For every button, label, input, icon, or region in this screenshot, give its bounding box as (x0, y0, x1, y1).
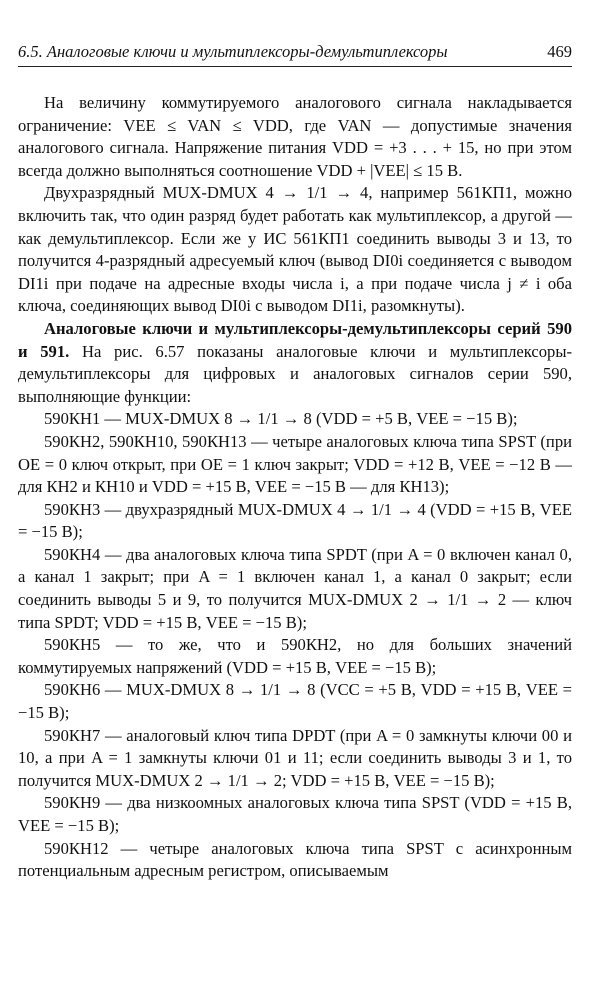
paragraph: 590КН3 — двухразрядный MUX-DMUX 4 → 1/1 → 4 (VDD = +15 В, VEE = −15 В); (18, 499, 572, 542)
paragraph (18, 318, 572, 408)
bold-run-in-heading: Аналоговые ключи и мультиплексоры-демультиплексоры серий 590 и 591. (18, 318, 572, 361)
header-rule (18, 66, 572, 67)
paragraph: 590КН12 — четыре аналоговых ключа типа SPST с асинхронным потенциальным адресным регистром, описываемым (18, 838, 572, 881)
paragraph: 590КН6 — MUX-DMUX 8 → 1/1 → 8 (VCC = +5 В, VDD = +15 В, VEE = −15 В); (18, 680, 572, 723)
paragraph: Двухразрядный MUX-DMUX 4 → 1/1 → 4, например 561КП1, можно включить так, что один разряд будет работать как мультиплексор, а другой — как демультиплексор. Если же у ИС 561КП1 соединить выводы 3 и 13, то получится 4-разрядный адресуемый ключ (вывод DI0i соединяется с выводом DI1i при подаче на адресные входы числа i, а при подаче числа j ≠ i оба ключа, соединяющих вывод DI0i с выводом DI1i, разомкнуты). (18, 183, 572, 316)
paragraph: 590КН4 — два аналоговых ключа типа SPDT (при A = 0 включен канал 0, а канал 1 закрыт; при A = 1 включен канал 1, а канал 0 закрыт; если соединить выводы 5 и 9, то получится MUX-DMUX 2 → 1/1 → 2 — ключ типа SPDT; VDD = +15 В, VEE = −15 В); (18, 544, 572, 632)
paragraph: 590КН9 — два низкоомных аналоговых ключа типа SPST (VDD = +15 В, VEE = −15 В); (18, 793, 572, 835)
section-title: 6.5. Аналоговые ключи и мультиплексоры-демультиплексоры (18, 42, 448, 61)
paragraph: На величину коммутируемого аналогового сигнала накладывается ограничение: VEE ≤ VAN ≤ VDD, где VAN — допустимые значения аналогового сигнала. Напряжение питания VDD = +3 . . . + 15, но при этом всегда должно выполняться соотношение VDD + |VEE| ≤ 15 В. (18, 93, 572, 180)
running-head (18, 42, 572, 66)
paragraph: 590КН5 — то же, что и 590КН2, но для больших значений коммутируемых напряжений (VDD = +15 В, VEE = −15 В); (18, 635, 572, 677)
paragraph-text: На рис. 6.57 показаны аналоговые ключи и мультиплексоры-демультиплексоры для цифровых и аналоговых сигналов серии 590, выполняющие функции: (18, 341, 572, 406)
paragraph: 590КН7 — аналоговый ключ типа DPDT (при A = 0 замкнуты ключи 00 и 10, а при A = 1 замкнуты ключи 01 и 11; если соединить выводы 3 и 1, то получится MUX-DMUX 2 → 1/1 → 2; VDD = +15 В, VEE = −15 В); (18, 725, 572, 790)
paragraph: 590КН1 — MUX-DMUX 8 → 1/1 → 8 (VDD = +5 В, VEE = −15 В); (44, 409, 518, 429)
paragraph: 590КН2, 590КН10, 590КН13 — четыре аналоговых ключа типа SPST (при OE = 0 ключ открыт, при OE = 1 ключ закрыт; VDD = +12 В, VEE = −12 В — для КН2 и КН10 и VDD = +15 В, VEE = −15 В — для КН13); (18, 431, 572, 497)
body-text (18, 92, 572, 883)
page-number: 469 (547, 42, 572, 61)
